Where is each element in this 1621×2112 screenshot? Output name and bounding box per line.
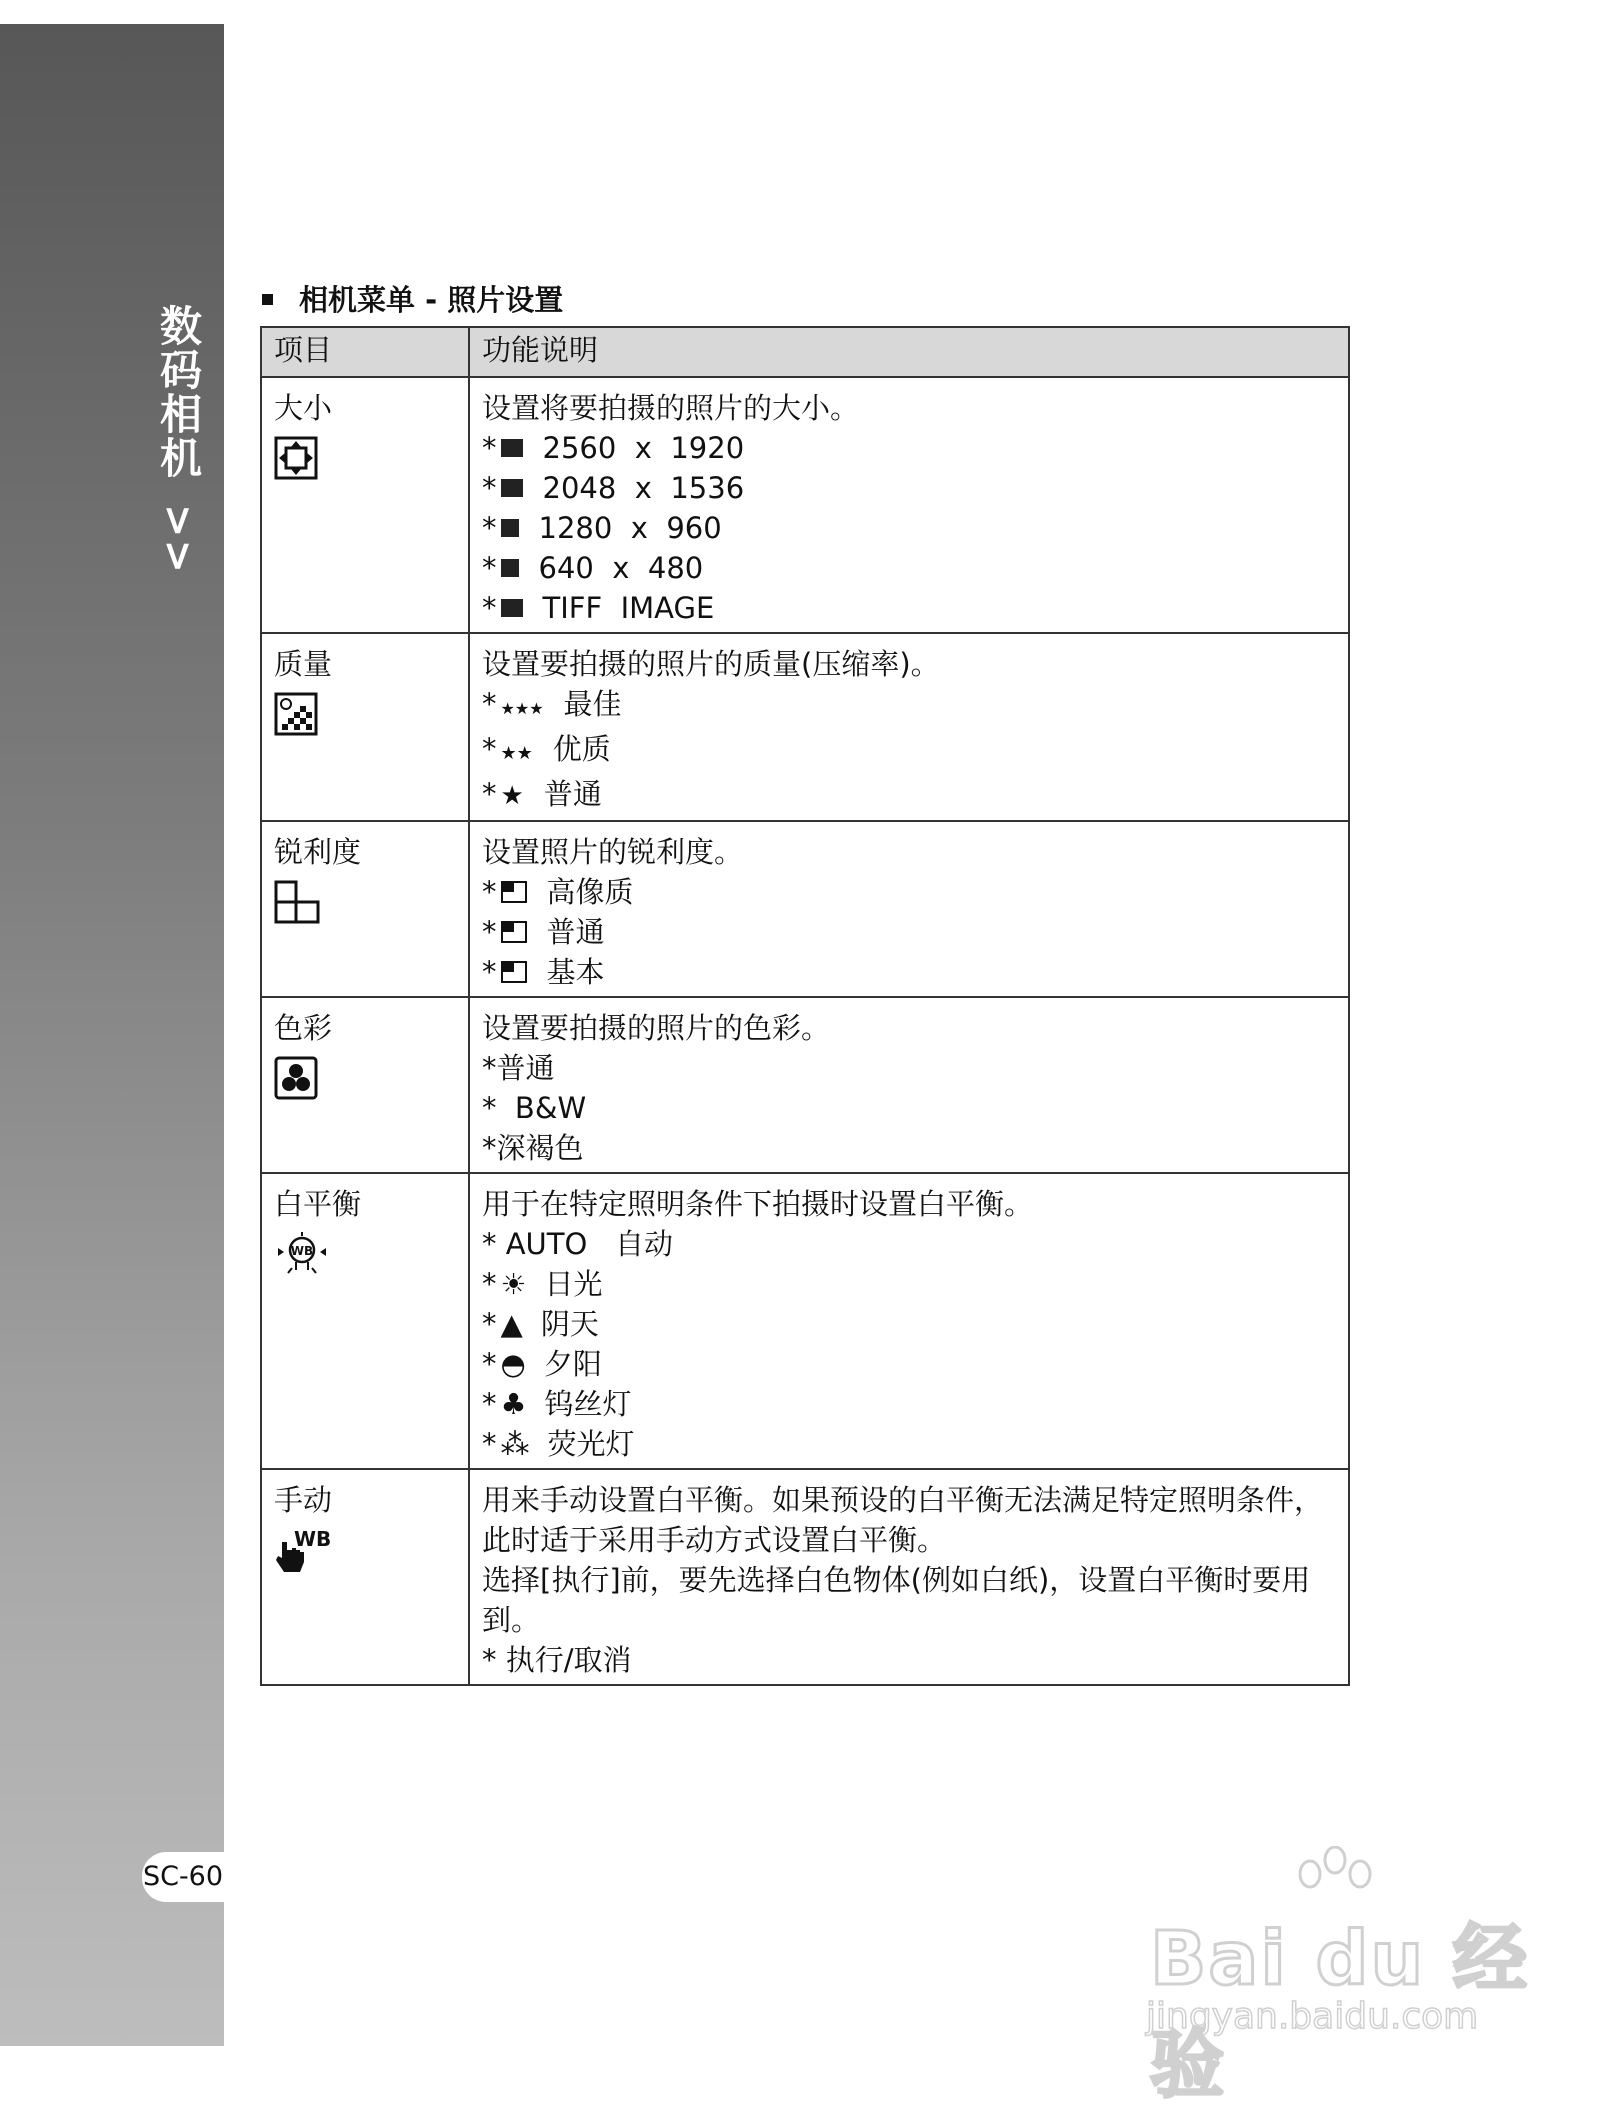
option-item: * ♣ 钨丝灯 — [482, 1387, 632, 1421]
option-item: * ★★ 优质 — [482, 732, 611, 766]
description-text: 设置要拍摄的照片的色彩。 — [482, 1011, 831, 1045]
item-label: 质量 — [274, 647, 333, 681]
description-text: 选择[执行]前，要先选择白色物体(例如白纸)，设置白平衡时要用到。 — [482, 1563, 1311, 1637]
description-cell — [469, 821, 1349, 997]
sharpness-basic-icon — [501, 961, 527, 983]
option-item: * B&W — [482, 1091, 587, 1125]
cloudy-icon: ▲ — [500, 1307, 523, 1341]
item-cell — [261, 377, 469, 633]
sunset-icon: ◓ — [500, 1347, 526, 1381]
description-text: 设置要拍摄的照片的质量(压缩率)。 — [482, 647, 940, 681]
option-item: * 640 x 480 — [482, 551, 704, 585]
option-item: * 1280 x 960 — [482, 511, 722, 545]
item-label: 大小 — [274, 391, 333, 425]
daylight-icon: ☀ — [500, 1267, 527, 1301]
quality-best-icon: ★★★ — [500, 699, 544, 718]
item-label: 锐利度 — [274, 835, 362, 869]
sidebar-title — [148, 304, 208, 576]
description-cell — [469, 997, 1349, 1173]
option-item: * 基本 — [482, 955, 605, 989]
color-rgb-icon — [274, 1056, 318, 1100]
table-row-manual — [261, 1469, 1349, 1685]
option-item: * 2048 x 1536 — [482, 471, 745, 505]
option-item: *深褐色 — [482, 1131, 584, 1165]
fluorescent-icon: ⁂ — [500, 1427, 530, 1461]
description-cell — [469, 377, 1349, 633]
option-item: * ★★★ 最佳 — [482, 687, 622, 721]
item-cell — [261, 997, 469, 1173]
watermark-main-text: Bai du 经验 — [1150, 1916, 1529, 2108]
section-heading — [262, 280, 563, 320]
item-cell — [261, 1469, 469, 1685]
sharpness-high-icon — [501, 881, 527, 903]
description-cell — [469, 633, 1349, 821]
size-vga-icon — [501, 559, 519, 577]
tungsten-icon: ♣ — [500, 1387, 527, 1421]
option-item: * 执行/取消 — [482, 1643, 632, 1677]
sharpness-icon — [274, 880, 322, 926]
sidebar-arrows: >> — [155, 504, 201, 576]
option-item: * 2560 x 1920 — [482, 431, 745, 465]
option-item: * 高像质 — [482, 875, 634, 909]
description-text: 用来手动设置白平衡。如果预设的白平衡无法满足特定照明条件，此时适于采用手动方式设置白平衡。 — [482, 1483, 1324, 1557]
sharpness-normal-icon — [501, 921, 527, 943]
description-cell — [469, 1173, 1349, 1469]
table-row-sharpness — [261, 821, 1349, 997]
item-label: 白平衡 — [274, 1187, 362, 1221]
table-row-white-balance — [261, 1173, 1349, 1469]
size-3m-icon — [501, 479, 523, 497]
settings-table — [260, 326, 1350, 1686]
item-cell — [261, 821, 469, 997]
option-item: * ☀ 日光 — [482, 1267, 603, 1301]
option-item: * ★ 普通 — [482, 777, 602, 811]
sidebar-title-text: 数码相机 — [154, 304, 203, 480]
option-item: * ⁂ 荧光灯 — [482, 1427, 635, 1461]
page-number: SC-60 — [142, 1852, 224, 1902]
item-cell — [261, 633, 469, 821]
item-cell — [261, 1173, 469, 1469]
option-item: * AUTO 自动 — [482, 1227, 673, 1261]
manual-wb-icon — [274, 1528, 332, 1576]
quality-fine-icon: ★★ — [500, 743, 533, 764]
baidu-watermark — [1130, 1860, 1530, 2108]
size-5m-icon — [501, 439, 523, 457]
table-header-row — [261, 327, 1349, 377]
table-row-quality — [261, 633, 1349, 821]
header-description: 功能说明 — [469, 327, 1349, 377]
description-cell — [469, 1469, 1349, 1685]
bullet-icon — [262, 294, 273, 305]
table-row-size — [261, 377, 1349, 633]
table-row-color — [261, 997, 1349, 1173]
item-label: 色彩 — [274, 1011, 333, 1045]
size-tiff-icon — [501, 599, 523, 617]
description-text: 设置将要拍摄的照片的大小。 — [482, 391, 860, 425]
watermark-url-text: jingyan.baidu.com — [1146, 1996, 1479, 2037]
option-item: * ◓ 夕阳 — [482, 1347, 602, 1381]
option-item: *普通 — [482, 1051, 555, 1085]
option-item: * 普通 — [482, 915, 605, 949]
description-text: 设置照片的锐利度。 — [482, 835, 744, 869]
option-item: * ▲ 阴天 — [482, 1307, 599, 1341]
option-item: * TIFF IMAGE — [482, 591, 715, 625]
svg-text:WB: WB — [290, 1244, 314, 1258]
svg-text:WB: WB — [294, 1528, 332, 1551]
white-balance-icon — [274, 1232, 330, 1276]
image-size-icon — [274, 436, 318, 480]
quality-icon — [274, 692, 318, 736]
item-label: 手动 — [274, 1483, 333, 1517]
quality-normal-icon: ★ — [500, 781, 524, 811]
sidebar-band — [0, 24, 224, 2046]
description-text: 用于在特定照明条件下拍摄时设置白平衡。 — [482, 1187, 1034, 1221]
size-1m-icon — [501, 519, 519, 537]
header-item: 项目 — [261, 327, 469, 377]
section-heading-text: 相机菜单 - 照片设置 — [299, 283, 564, 317]
